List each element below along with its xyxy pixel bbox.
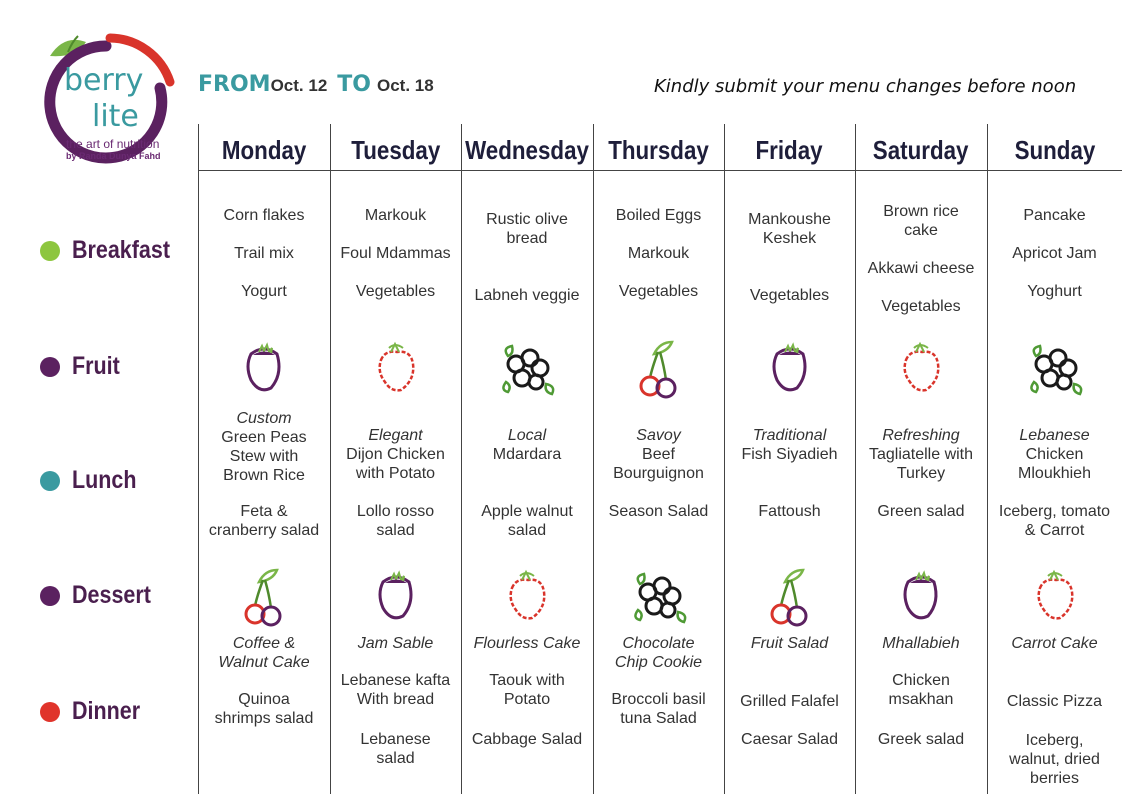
breakfast-item: Trail mix bbox=[234, 245, 294, 262]
dinner-item: Broccoli basil tuna Salad bbox=[611, 691, 706, 727]
plum-icon bbox=[361, 562, 431, 632]
from-date: Oct. 12 bbox=[270, 76, 328, 95]
menu-change-notice: Kindly submit your menu changes before noon bbox=[654, 76, 1077, 97]
day-header-friday: Friday bbox=[755, 134, 824, 165]
berries-icon bbox=[624, 562, 694, 632]
logo-tagline: the art of nutrition by Randa Dunya Fahd bbox=[66, 137, 161, 161]
dessert-item: Flourless Cake bbox=[473, 635, 581, 652]
fruit-dot bbox=[40, 357, 60, 377]
berries-icon bbox=[492, 334, 562, 404]
dessert-item: Fruit Salad bbox=[750, 635, 829, 652]
dessert-item: Chocolate Chip Cookie bbox=[614, 635, 703, 671]
lunch-dot bbox=[40, 471, 60, 491]
plum-icon bbox=[755, 334, 825, 404]
dessert-item: Mhallabieh bbox=[882, 635, 960, 652]
lunch-side-dish: Iceberg, tomato & Carrot bbox=[998, 503, 1111, 539]
raspberry-icon bbox=[1020, 562, 1090, 632]
lunch-side-dish: Fattoush bbox=[758, 503, 821, 520]
date-range bbox=[198, 72, 440, 100]
breakfast-item: Foul Mdammas bbox=[340, 245, 451, 262]
to-date: Oct. 18 bbox=[377, 76, 434, 95]
lunch-main-dish: Green Peas Stew with Brown Rice bbox=[221, 429, 307, 484]
lunch-main-dish: Dijon Chicken with Potato bbox=[346, 446, 445, 482]
dessert-item: Carrot Cake bbox=[1011, 635, 1098, 652]
breakfast-item: Markouk bbox=[364, 207, 427, 224]
breakfast-item: Apricot Jam bbox=[1012, 245, 1097, 262]
dinner-item: Taouk with Potato bbox=[489, 672, 565, 708]
breakfast-dot bbox=[40, 241, 60, 261]
dessert-item: Coffee & Walnut Cake bbox=[218, 635, 310, 671]
lunch-style: Elegant bbox=[368, 427, 423, 444]
dinner-item: Grilled Falafel bbox=[740, 693, 839, 710]
meal-label-dinner: Dinner bbox=[40, 697, 151, 726]
day-header-thursday: Thursday bbox=[608, 134, 709, 165]
dinner-item: Caesar Salad bbox=[741, 731, 838, 748]
raspberry-icon bbox=[492, 562, 562, 632]
breakfast-item: Corn flakes bbox=[223, 207, 305, 224]
breakfast-item: Vegetables bbox=[618, 283, 699, 300]
meal-label-lunch: Lunch bbox=[40, 466, 147, 495]
lunch-main-dish: Fish Siyadieh bbox=[741, 446, 838, 463]
lunch-main-dish: Chicken Mloukhieh bbox=[1018, 446, 1091, 482]
berries-icon bbox=[1020, 334, 1090, 404]
meal-label-fruit: Fruit bbox=[40, 352, 128, 381]
lunch-main-dish: Mdardara bbox=[492, 446, 562, 463]
cherry-icon bbox=[755, 562, 825, 632]
breakfast-item: Vegetables bbox=[355, 283, 436, 300]
lunch-main-dish: Beef Bourguignon bbox=[613, 446, 704, 482]
meal-label-breakfast: Breakfast bbox=[40, 236, 186, 265]
dinner-item: Lebanese kafta With bread bbox=[340, 672, 451, 708]
breakfast-item: Pancake bbox=[1023, 207, 1086, 224]
lunch-style: Traditional bbox=[752, 427, 827, 444]
day-header-tuesday: Tuesday bbox=[350, 134, 441, 165]
breakfast-item: Vegetables bbox=[749, 287, 830, 304]
dinner-item: Chicken msakhan bbox=[888, 672, 954, 708]
svg-text:lite: lite bbox=[92, 99, 139, 134]
day-header-saturday: Saturday bbox=[873, 134, 969, 165]
plum-icon bbox=[229, 334, 299, 404]
lunch-side-dish: Season Salad bbox=[608, 503, 709, 520]
dessert-item: Jam Sable bbox=[357, 635, 434, 652]
lunch-style: Custom bbox=[236, 410, 292, 427]
raspberry-icon bbox=[361, 334, 431, 404]
lunch-side-dish: Lollo rosso salad bbox=[356, 503, 435, 539]
dinner-item: Quinoa shrimps salad bbox=[214, 691, 314, 727]
dinner-dot bbox=[40, 702, 60, 722]
breakfast-item: Brown rice cake bbox=[883, 203, 959, 239]
dessert-dot bbox=[40, 586, 60, 606]
meal-label-dessert: Dessert bbox=[40, 581, 164, 610]
to-label: TO bbox=[337, 72, 371, 97]
breakfast-item: Boiled Eggs bbox=[615, 207, 702, 224]
breakfast-item: Akkawi cheese bbox=[867, 260, 975, 277]
dinner-item: Classic Pizza bbox=[1006, 693, 1103, 710]
breakfast-item: Yogurt bbox=[241, 283, 287, 300]
dinner-item: Iceberg, walnut, dried berries bbox=[1009, 732, 1100, 787]
lunch-side-dish: Green salad bbox=[877, 503, 965, 520]
cherry-icon bbox=[624, 334, 694, 404]
raspberry-icon bbox=[886, 334, 956, 404]
dinner-item: Lebanese salad bbox=[360, 731, 431, 767]
breakfast-item: Labneh veggie bbox=[474, 287, 580, 304]
dinner-item: Cabbage Salad bbox=[471, 731, 583, 748]
breakfast-item: Vegetables bbox=[881, 298, 961, 315]
lunch-side-dish: Apple walnut salad bbox=[481, 503, 573, 539]
from-label: FROM bbox=[198, 72, 271, 97]
lunch-main-dish: Tagliatelle with Turkey bbox=[868, 446, 974, 482]
lunch-style: Lebanese bbox=[1019, 427, 1090, 444]
breakfast-item: Rustic olive bread bbox=[486, 211, 568, 247]
day-header-sunday: Sunday bbox=[1014, 134, 1095, 165]
dinner-item: Greek salad bbox=[877, 731, 965, 748]
svg-text:berry: berry bbox=[64, 63, 144, 98]
breakfast-item: Mankoushe Keshek bbox=[748, 211, 831, 247]
day-header-monday: Monday bbox=[221, 134, 307, 165]
day-header-wednesday: Wednesday bbox=[465, 134, 589, 165]
cherry-icon bbox=[229, 562, 299, 632]
lunch-style: Savoy bbox=[636, 427, 681, 444]
breakfast-item: Yoghurt bbox=[1027, 283, 1082, 300]
plum-icon bbox=[886, 562, 956, 632]
lunch-side-dish: Feta & cranberry salad bbox=[208, 503, 320, 539]
header-divider bbox=[198, 170, 1122, 171]
lunch-style: Refreshing bbox=[882, 427, 960, 444]
breakfast-item: Markouk bbox=[627, 245, 690, 262]
lunch-style: Local bbox=[507, 427, 547, 444]
